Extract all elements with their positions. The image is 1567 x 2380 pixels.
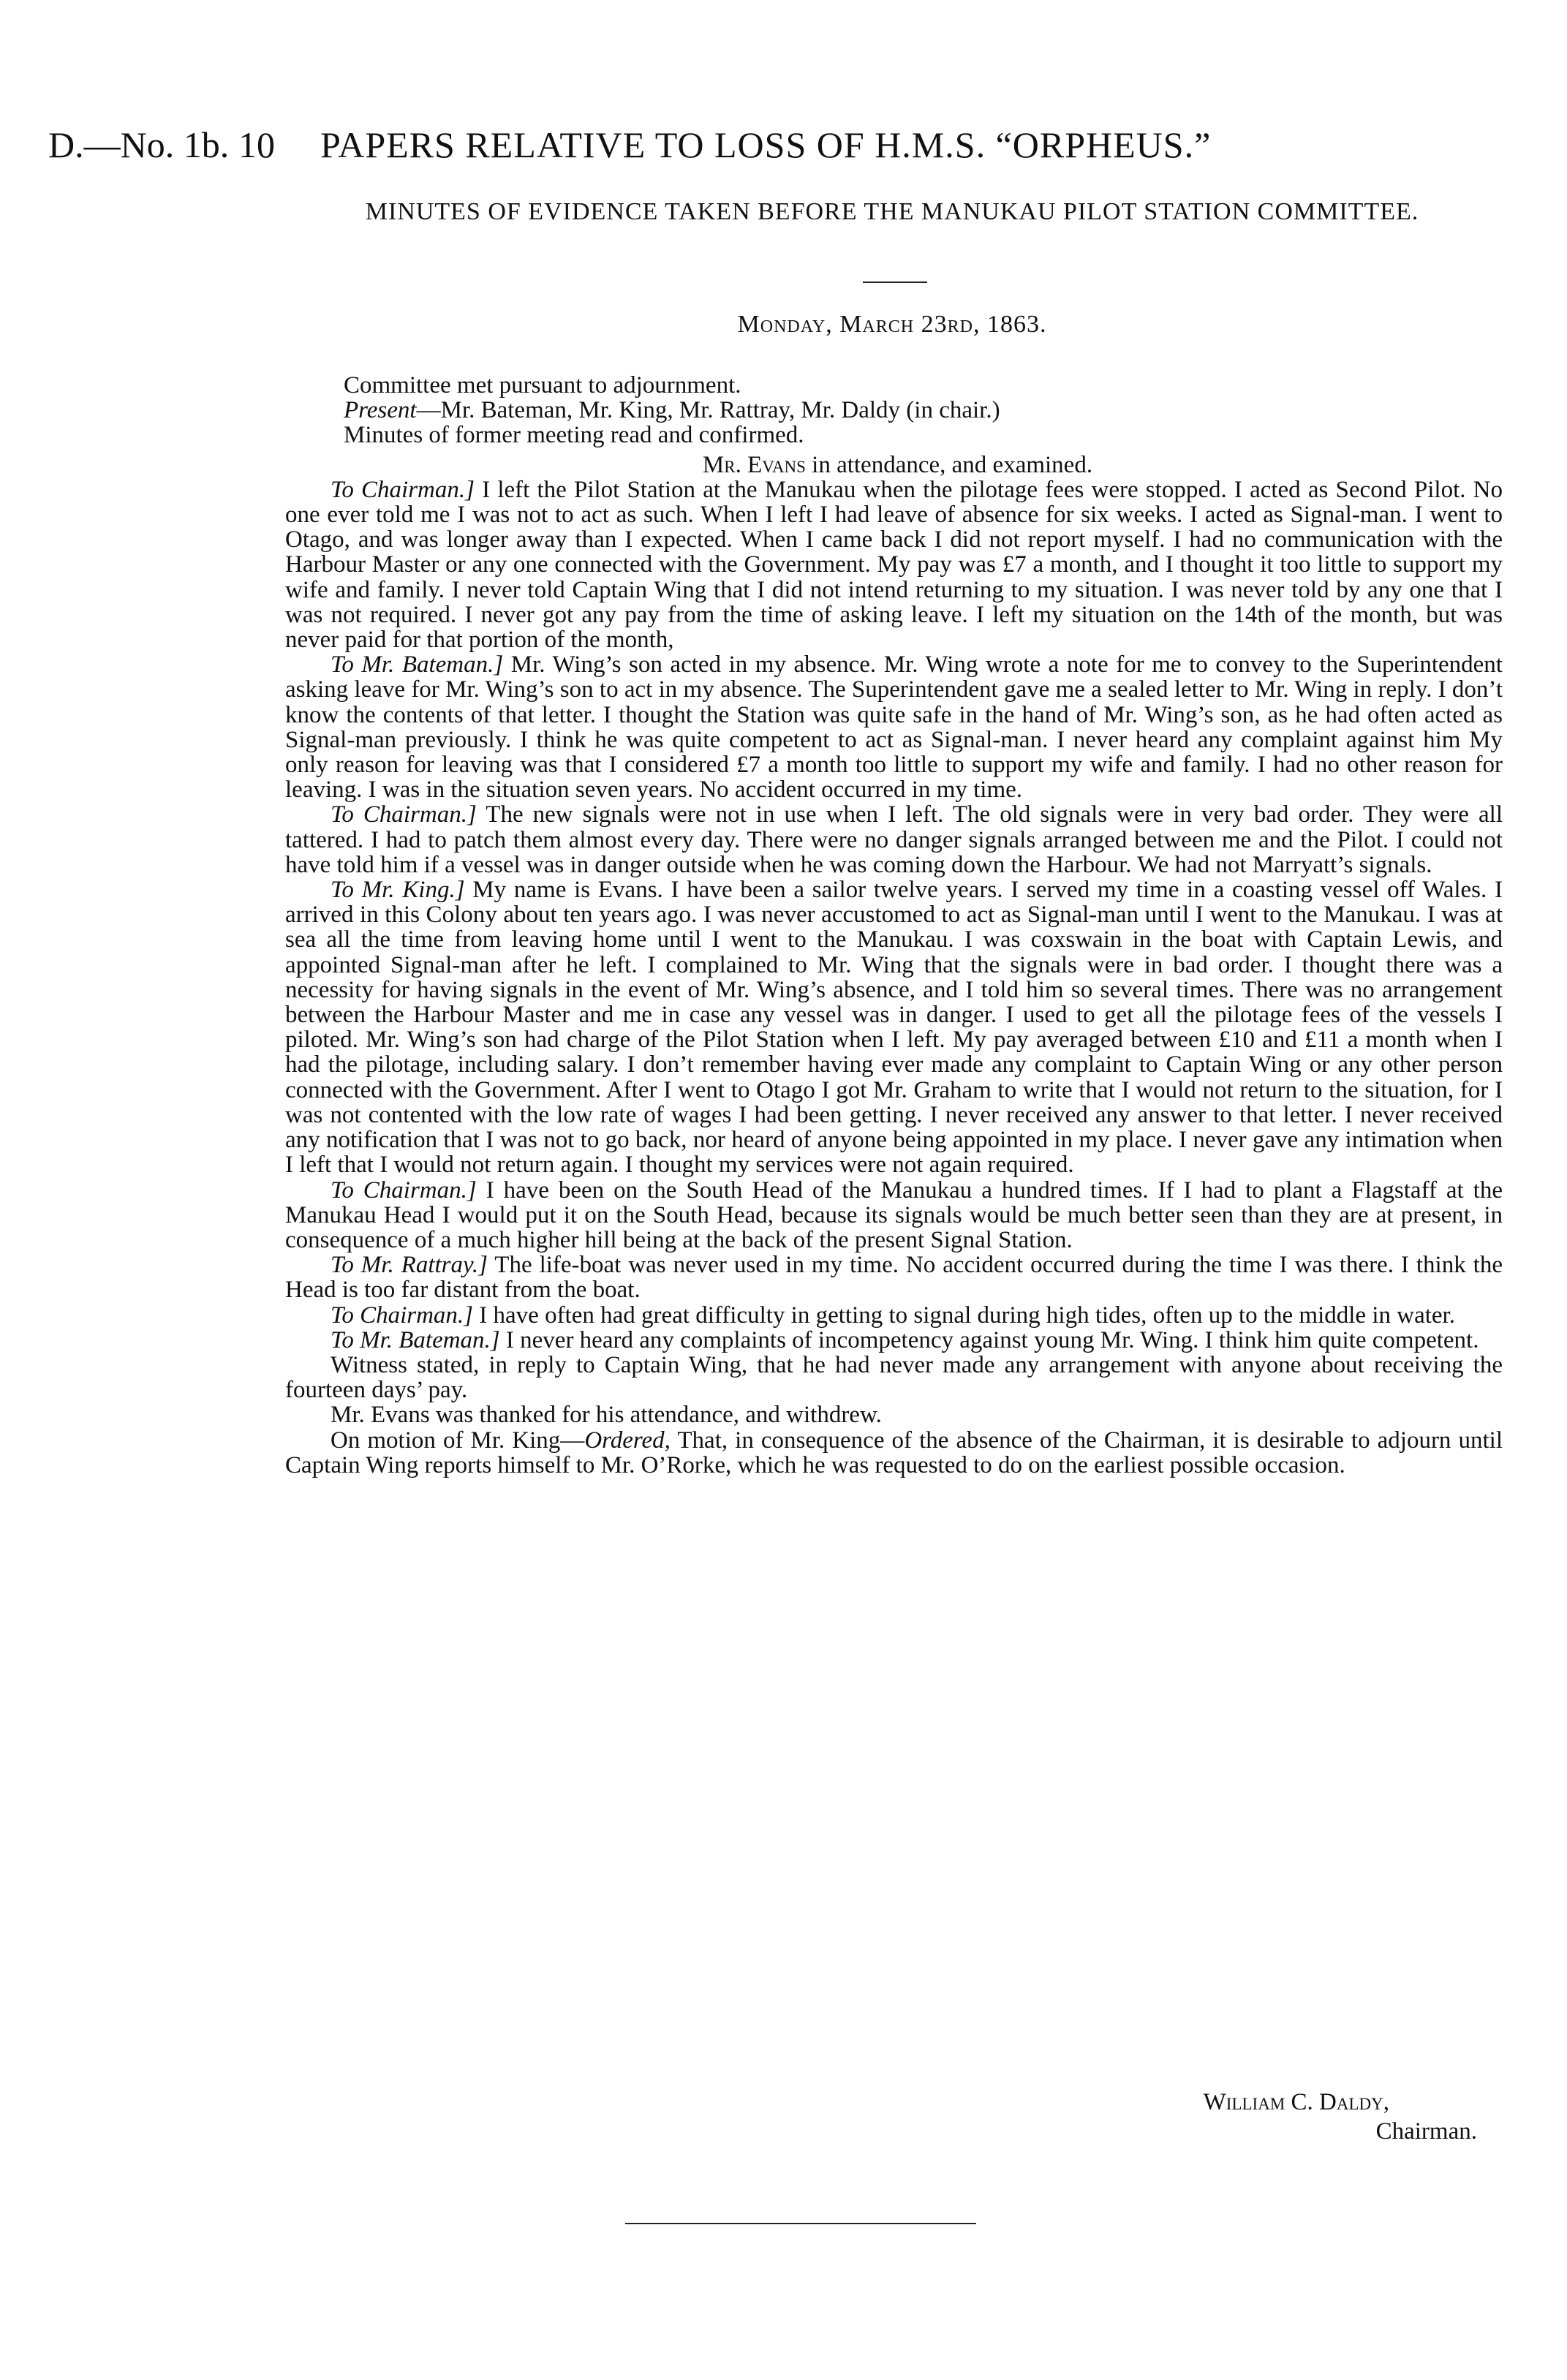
question-addressee: To Chairman.] xyxy=(331,476,475,503)
signature-block xyxy=(877,2088,1477,2146)
evidence-text: The new signals were not in use when I left. The old signals were in very bad order. They were all tattered. I had to patch them almost every day. There were no danger signals arranged between me and the Pilot. I could not have told him if a vessel was in danger outside when he was coming down the Harbour. We had not Marryatt’s signals. xyxy=(285,801,1503,878)
evidence-paragraph xyxy=(285,477,1503,652)
motion-ordered: Ordered, xyxy=(584,1427,671,1454)
motion-lead: On motion of Mr. King— xyxy=(331,1427,585,1454)
running-header xyxy=(48,123,1503,167)
signatory-role: Chairman. xyxy=(1375,2118,1477,2145)
witness-line xyxy=(285,453,1503,477)
minutes-confirmed: Minutes of former meeting read and confirmed. xyxy=(344,422,804,449)
present-members: —Mr. Bateman, Mr. King, Mr. Rattray, Mr. Daldy (in chair.) xyxy=(416,397,1000,424)
question-addressee: To Chairman.] xyxy=(331,801,477,828)
witness-name: Mr. Evans xyxy=(702,451,806,478)
meeting-date: Monday, March 23rd, 1863. xyxy=(737,311,1047,338)
meeting-opening: Committee met pursuant to adjournment. xyxy=(344,372,741,398)
signatory-name: William C. Daldy, xyxy=(1203,2089,1389,2115)
witness-statement: Witness stated, in reply to Captain Wing, that he had never made any arrangement with anyone about receiving the fourteen days’ pay. xyxy=(285,1351,1503,1404)
evidence-text: I have often had great difficulty in getting to signal during high tides, often up to the middle in water. xyxy=(473,1302,1455,1329)
section-title: MINUTES OF EVIDENCE TAKEN BEFORE THE MANUKAU PILOT STATION COMMITTEE. xyxy=(365,198,1419,225)
evidence-paragraph xyxy=(285,1253,1503,1302)
page-number: 10 xyxy=(238,124,275,165)
question-addressee: To Chairman.] xyxy=(331,1176,477,1204)
evidence-paragraph xyxy=(285,1303,1503,1328)
present-line xyxy=(285,398,1503,423)
evidence-paragraph xyxy=(285,652,1503,802)
evidence-paragraph xyxy=(285,802,1503,877)
document-reference: D.—No. 1b. xyxy=(48,124,230,165)
closing-divider xyxy=(625,2223,976,2224)
evidence-text: I never heard any complaints of incompetency against young Mr. Wing. I think him quite competent. xyxy=(499,1326,1479,1353)
evidence-text: I have been on the South Head of the Manukau a hundred times. If I had to plant a Flagstaff at the Manukau Head I would put it on the South Head, because its signals would be much better seen than they are at present, in consequence of a much higher hill being at the back of the present Signal Station. xyxy=(285,1176,1503,1253)
question-addressee: To Mr. Rattray.] xyxy=(331,1252,488,1279)
question-addressee: To Mr. King.] xyxy=(331,877,465,904)
motion-paragraph xyxy=(285,1428,1503,1478)
evidence-paragraph xyxy=(285,1178,1503,1253)
evidence-text: The life-boat was never used in my time. No accident occurred during the time I was there. I think the Head is too far distant from the boat. xyxy=(285,1252,1503,1304)
evidence-text: My name is Evans. I have been a sailor twelve years. I served my time in a coasting vessel off Wales. I arrived in this Colony about ten years ago. I was never accustomed to act as Signal-man until I went to the Manukau. I was at sea all the time from leaving home until I went to the Manukau. I was coxswain in the boat with Captain Lewis, and appointed Signal-man after he left. I complained to Mr. Wing that the signals were in bad order. I thought there was a necessity for having signals in the event of Mr. Wing’s absence, and I told him so several times. There was no arrangement between the Harbour Master and me in case any vessel was in danger. I used to get all the pilotage fees of the vessels I piloted. Mr. Wing’s son had charge of the Pilot Station when I left. My pay averaged between £10 and £11 a month when I had the pilotage, including salary. I don’t remember having ever made any complaint to Captain Wing or any other person connected with the Government. After I went to Otago I got Mr. Graham to write that I would not return to the situation, for I was not contented with the low rate of wages I had been getting. I never received any answer to that letter. I never received any notification that I was not to go back, nor heard of anyone being appointed in my place. I never gave any intimation when I left that I would not return again. I thought my services were not again required. xyxy=(285,877,1503,1179)
question-addressee: To Mr. Bateman.] xyxy=(331,651,504,679)
evidence-paragraph xyxy=(285,877,1503,1177)
evidence-paragraph xyxy=(285,1328,1503,1353)
minutes-body xyxy=(285,373,1503,1478)
present-label: Present xyxy=(344,397,417,424)
evidence-text: Mr. Wing’s son acted in my absence. Mr. Wing wrote a note for me to convey to the Superintendent asking leave for Mr. Wing’s son to act in my absence. The Superintendent gave me a sealed letter to Mr. Wing in reply. I don’t know the contents of that letter. I thought the Station was quite safe in the hand of Mr. Wing’s son, as he had often acted as Signal-man previously. I think he was quite competent to act as Signal-man. I never heard any complaint against him My only reason for leaving was that I considered £7 a month too little to support my wife and family. I had no other reason for leaving. I was in the situation seven years. No accident occurred in my time. xyxy=(285,651,1503,804)
motion-text: That, in consequence of the absence of the Chairman, it is desirable to adjourn until Captain Wing reports himself to Mr. O’Rorke, which he was requested to do on the earliest possible occasion. xyxy=(285,1427,1503,1478)
question-addressee: To Chairman.] xyxy=(331,1302,474,1329)
thanked-line: Mr. Evans was thanked for his attendance, and withdrew. xyxy=(331,1402,882,1429)
title-divider xyxy=(863,282,927,283)
evidence-text: I left the Pilot Station at the Manukau when the pilotage fees were stopped. I acted as Second Pilot. No one ever told me I was not to act as such. When I left I had leave of absence for six weeks. I acted as Signal-man. I went to Otago, and was longer away than I expected. When I came back I did not report myself. I had no communication with the Harbour Master or any one connected with the Government. My pay was £7 a month, and I thought it too little to support my wife and family. I never told Captain Wing that I did not intend returning to my situation. I was never told by any one that I was not required. I never got any pay from the time of asking leave. I left my situation on the 14th of the month, but was never paid for that portion of the month, xyxy=(285,476,1503,654)
witness-status: in attendance, and examined. xyxy=(805,451,1093,478)
page-title: PAPERS RELATIVE TO LOSS OF H.M.S. “ORPHEUS.” xyxy=(320,124,1212,165)
question-addressee: To Mr. Bateman.] xyxy=(331,1326,500,1353)
